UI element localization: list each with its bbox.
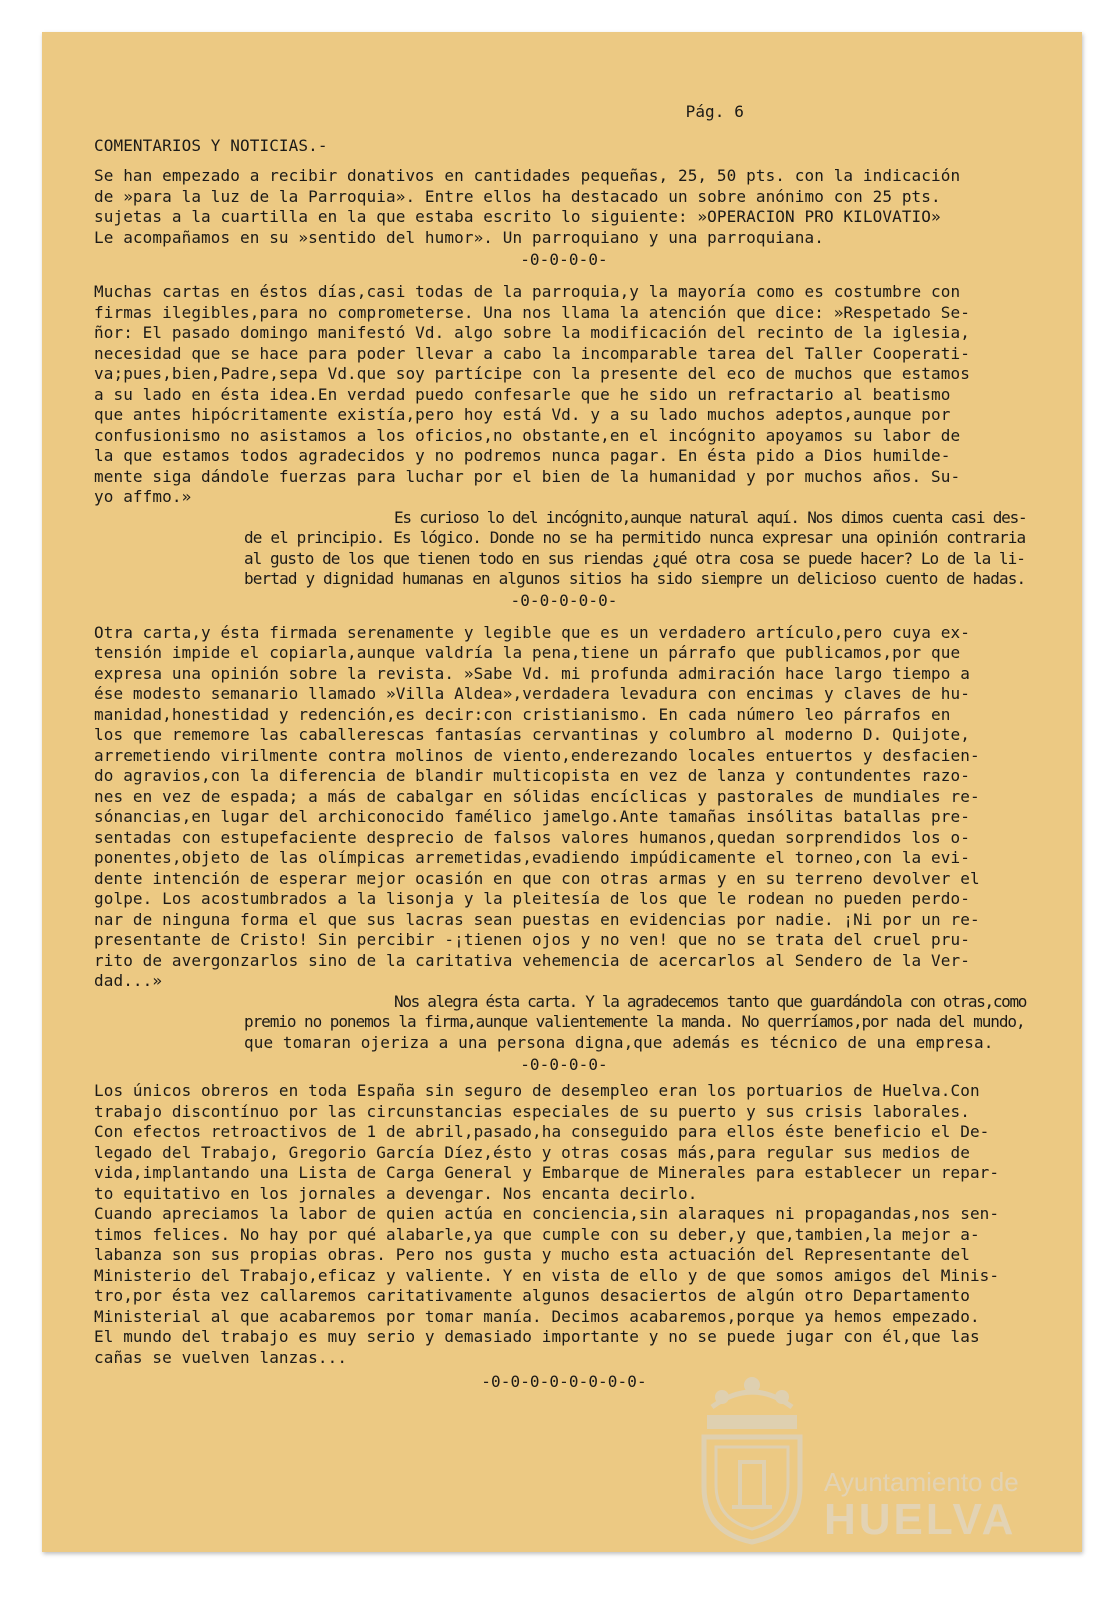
text-line: sujetas a la cuartilla en la que estaba escrito lo siguiente: »OPERACION PRO KILOVATIO» [94, 207, 941, 226]
text-line: legado del Trabajo, Gregorio García Díez,ésto y otras cosas más,para regular sus medios de [94, 1142, 970, 1162]
document-body [94, 102, 1034, 1392]
text-line: Cuando apreciamos la labor de quien actúa en conciencia,sin alaraques ni propagandas,nos sen- [94, 1204, 1000, 1223]
section-separator: -0-0-0-0- [520, 250, 608, 269]
text-line: manidad,honestidad y redención,es decir:con cristianismo. En cada número leo párrafos en [94, 704, 951, 724]
article-blocks [94, 166, 1034, 1392]
text-line: Ministerio del Trabajo,eficaz y valiente. Y en vista de ello y de que somos amigos del Minis- [94, 1265, 1000, 1285]
text-line: confusionismo no asistamos a los oficios,no obstante,en el incógnito apoyamos su labor de [94, 425, 961, 445]
text-line: va;pues,bien,Padre,sepa Vd.que soy partícipe con la presente del eco de muchos que estamos [94, 364, 970, 383]
text-line: premio no ponemos la firma,aunque valientemente la manda. No querríamos,por nada del mundo, [244, 1012, 1025, 1031]
watermark [692, 1367, 1052, 1547]
text-line: arremetiendo virilmente contra molinos de viento,enderezando locales entuertos y desfacien- [94, 745, 980, 765]
text-line: ponentes,objeto de las olímpicas arremetidas,evadiendo impúdicamente el torneo,con la evi- [94, 848, 970, 867]
text-line: trabajo discontínuo por las circunstancias especiales de su puerto y sus crisis laborales. [94, 1101, 970, 1121]
text-line: al gusto de los que tienen todo en sus riendas ¿qué otra cosa se puede hacer? Lo de la li- [244, 548, 1025, 568]
watermark-line-1: Ayuntamiento de [824, 1467, 1019, 1497]
text-line: dad...» [94, 971, 163, 990]
text-line: firmas ilegibles,para no comprometerse. Una nos llama la atención que dice: »Respetado Se- [94, 302, 970, 322]
text-line: sónancias,en lugar del archiconocido famélico jamelgo.Ante tamañas insólitas batallas pre- [94, 807, 970, 826]
text-line: Otra carta,y ésta firmada serenamente y legible que es un verdadero artículo,pero cuya ex- [94, 622, 970, 642]
text-line: El mundo del trabajo es muy serio y demasiado importante y no se puede jugar con él,que las [94, 1327, 980, 1346]
text-line: sentadas con estupefaciente desprecio de falsos valores humanos,quedan sorprendidos los o- [94, 827, 970, 847]
text-line: necesidad que se hace para poder llevar a cabo la incomparable tarea del Taller Cooperati- [94, 343, 970, 363]
text-line: expresa una opinión sobre la revista. »Sabe Vd. mi profunda admiración hace largo tiempo a [94, 663, 970, 683]
section-separator: -0-0-0-0-0- [510, 590, 618, 610]
text-line: cañas se vuelven lanzas... [94, 1347, 348, 1367]
text-line: Muchas cartas en éstos días,casi todas de la parroquia,y la mayoría como es costumbre con [94, 282, 961, 301]
text-line: Ministerial al que acabaremos por tomar manía. Decimos acabaremos,porque ya hemos empezado. [94, 1306, 980, 1326]
text-line: golpe. Los acostumbrados a la lisonja y la pleitesía de los que le rodean no pueden perdo- [94, 889, 970, 908]
document-page [42, 32, 1082, 1552]
text-line: labanza son sus propias obras. Pero nos gusta y mucho esta actuación del Representante del [94, 1245, 970, 1264]
coat-of-arms-icon [692, 1367, 812, 1547]
text-line: do agravios,con la diferencia de blandir multicopista en vez de lanza y contundentes razo- [94, 766, 970, 785]
text-line: dente intención de esperar mejor ocasión en que con otras armas y en su terreno devolver el [94, 868, 980, 888]
page-number: Pág. 6 [685, 102, 744, 121]
paragraph [94, 166, 1034, 248]
text-line: Es curioso lo del incógnito,aunque natural aquí. Nos dimos cuenta casi des- [394, 507, 1027, 527]
text-line: nes en vez de espada; a más de cabalgar en sólidas encíclicas y pastorales de mundiales re- [94, 786, 980, 806]
text-line: Se han empezado a recibir donativos en cantidades pequeñas, 25, 50 pts. con la indicación [94, 166, 961, 185]
text-line: tro,por ésta vez callaremos caritativamente algunos desaciertos de algún otro Departamento [94, 1286, 970, 1305]
text-line: la que estamos todos agradecidos y no podremos nunca pagar. En ésta pido a Dios humilde- [94, 446, 951, 465]
text-line: a su lado en ésta idea.En verdad puedo confesarle que he sido un refractario al beatismo [94, 384, 951, 404]
text-line: to equitativo en los jornales a devengar. Nos encanta decirlo. [94, 1183, 698, 1203]
text-line: ñor: El pasado domingo manifestó Vd. algo sobre la modificación del recinto de la iglesia, [94, 323, 970, 342]
text-line: bertad y dignidad humanas en algunos sitios ha sido siempre un delicioso cuento de hadas. [244, 569, 1026, 588]
text-line: mente siga dándole fuerzas para luchar por el bien de la humanidad y por muchos años. Su- [94, 466, 961, 486]
paragraph [94, 623, 1034, 992]
text-line: presentante de Cristo! Sin percibir -¡tienen ojos y no ven! que no se trata del cruel pru- [94, 930, 970, 949]
paragraph [94, 508, 1034, 590]
section-title: COMENTARIOS Y NOTICIAS.- [94, 136, 328, 155]
paragraph [94, 992, 1034, 1054]
text-line: de el principio. Es lógico. Donde no se ha permitido nunca expresar una opinión contraria [244, 528, 1026, 547]
text-line: que tomaran ojeriza a una persona digna,que además es técnico de una empresa. [244, 1032, 994, 1052]
text-line: timos felices. No hay por qué alabarle,ya que cumple con su deber,y que,tambien,la mejor a- [94, 1224, 980, 1244]
text-line: tensión impide el copiarla,aunque valdría la pena,tiene un párrafo que publicamos,por que [94, 643, 961, 662]
text-line: los que rememore las caballerescas fantasías cervantinas y columbro al moderno D. Quijote, [94, 725, 970, 744]
text-line: rito de avergonzarlos sino de la caritativa vehemencia de acercarlos al Sendero de la Ver- [94, 950, 970, 970]
section-separator: -0-0-0-0-0-0-0-0- [481, 1372, 647, 1391]
section-separator: -0-0-0-0- [520, 1055, 608, 1074]
text-line: que antes hipócritamente existía,pero hoy está Vd. y a su lado muchos adeptos,aunque por [94, 405, 951, 424]
text-line: de »para la luz de la Parroquia». Entre ellos ha destacado un sobre anónimo con 25 pts. [94, 186, 941, 206]
text-line: Le acompañamos en su »sentido del humor». Un parroquiano y una parroquiana. [94, 227, 824, 247]
paragraph [94, 1081, 1034, 1368]
text-line: ése modesto semanario llamado »Villa Aldea»,verdadera levadura con encimas y claves de hu- [94, 684, 970, 703]
paragraph [94, 282, 1034, 508]
text-line: nar de ninguna forma el que sus lacras sean puestas en evidencias por nadie. ¡Ni por un re- [94, 909, 980, 929]
text-line: Con efectos retroactivos de 1 de abril,pasado,ha conseguido para ellos éste beneficio el De- [94, 1122, 990, 1141]
text-line: Los únicos obreros en toda España sin seguro de desempleo eran los portuarios de Huelva.Con [94, 1081, 980, 1100]
text-line: yo affmo.» [94, 487, 192, 506]
text-line: vida,implantando una Lista de Carga General y Embarque de Minerales para establecer un repar- [94, 1163, 1000, 1182]
text-line: Nos alegra ésta carta. Y la agradecemos tanto que guardándola con otras,como [394, 991, 1027, 1011]
watermark-line-2: HUELVA [824, 1495, 1017, 1544]
